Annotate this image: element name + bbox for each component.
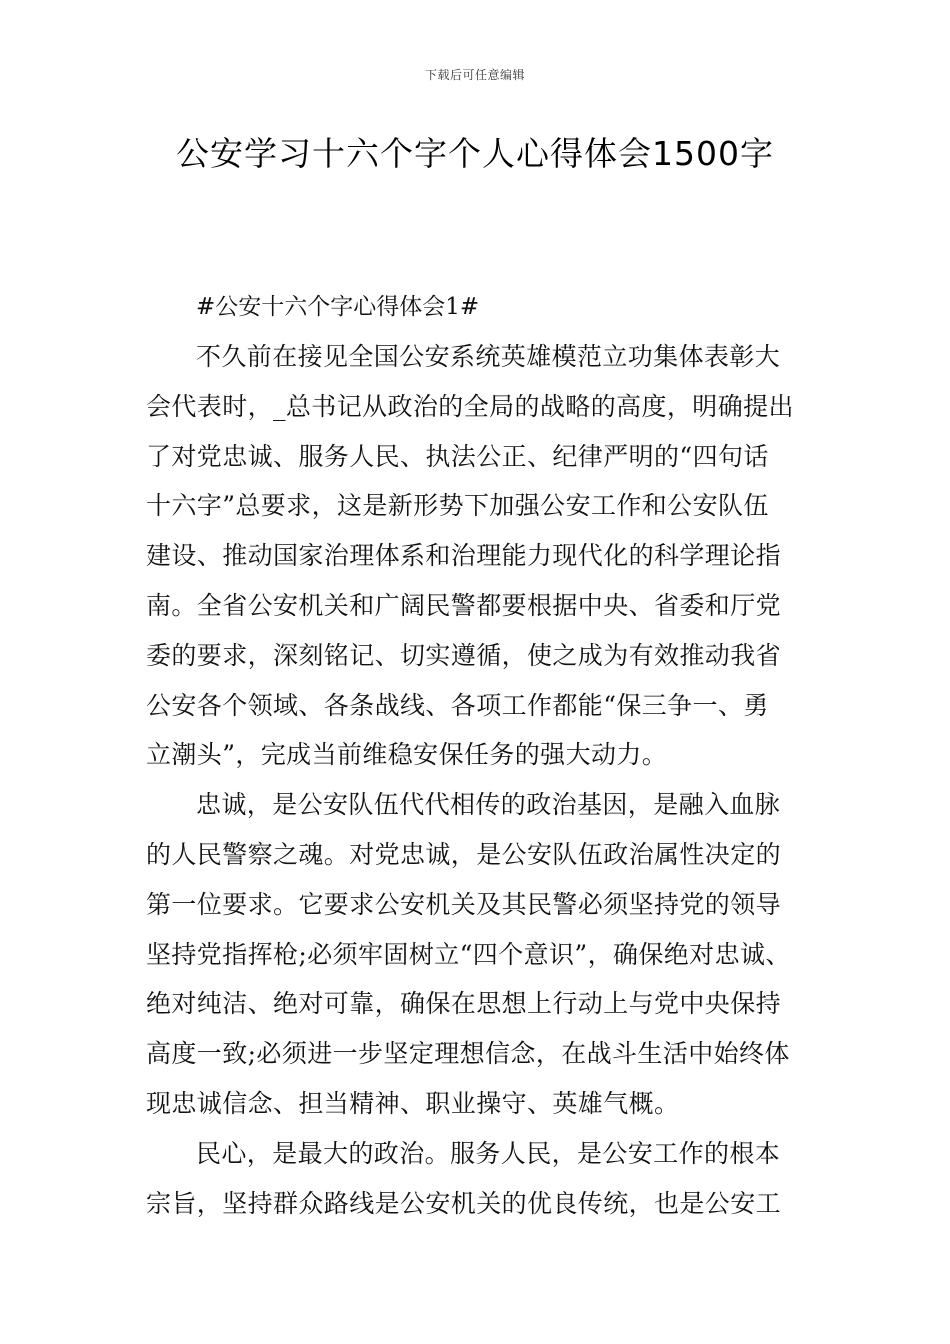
- paragraph-line: 宗旨，坚持群众路线是公安机关的优良传统，也是公安工: [146, 1188, 782, 1218]
- paragraph-1: [146, 332, 826, 780]
- paragraph-line: 现忠诚信念、担当精神、职业操守、英雄气概。: [146, 1088, 680, 1118]
- paragraph-line: 第一位要求。它要求公安机关及其民警必须坚持党的领导: [146, 889, 782, 919]
- paragraph-line: 公安各个领域、各条战线、各项工作都能“保三争一、勇: [146, 690, 769, 720]
- paragraph-line: 的人民警察之魂。对党忠诚，是公安队伍政治属性决定的: [146, 839, 782, 869]
- paragraph-line: 会代表时，_总书记从政治的全局的战略的高度，明确提出: [146, 391, 794, 421]
- paragraph-line: 委的要求，深刻铭记、切实遵循，使之成为有效推动我省: [146, 640, 782, 670]
- paragraph-line: 忠诚，是公安队伍代代相传的政治基因，是融入血脉: [196, 790, 781, 820]
- paragraph-line: 南。全省公安机关和广阔民警都要根据中央、省委和厅党: [146, 590, 782, 620]
- paragraph-line: 高度一致;必须进一步坚定理想信念，在战斗生活中始终体: [146, 1039, 790, 1069]
- paragraph-line: 立潮头”，完成当前维稳安保任务的强大动力。: [146, 740, 668, 770]
- paragraph-line: 坚持党指挥枪;必须牢固树立“四个意识”，确保绝对忠诚、: [146, 939, 791, 969]
- section-tag: #公安十六个字心得体会1#: [196, 294, 480, 320]
- paragraph-line: 十六字”总要求，这是新形势下加强公安工作和公安队伍: [146, 491, 769, 521]
- paragraph-line: 民心，是最大的政治。服务人民，是公安工作的根本: [196, 1138, 781, 1168]
- document-title: 公安学习十六个字个人心得体会1500字: [176, 134, 774, 173]
- paragraph-line: 不久前在接见全国公安系统英雄模范立功集体表彰大: [196, 342, 781, 371]
- paragraph-line: 绝对纯洁、绝对可靠，确保在思想上行动上与党中央保持: [146, 989, 782, 1019]
- header-note: 下载后可任意编辑: [424, 68, 525, 82]
- paragraph-3: [146, 1129, 826, 1229]
- paragraph-2: [146, 780, 826, 1129]
- paragraph-line: 建设、推动国家治理体系和治理能力现代化的科学理论指: [146, 541, 782, 571]
- paragraph-line: 了对党忠诚、服务人民、执法公正、纪律严明的“四句话: [146, 441, 769, 471]
- document-body: [146, 282, 826, 1228]
